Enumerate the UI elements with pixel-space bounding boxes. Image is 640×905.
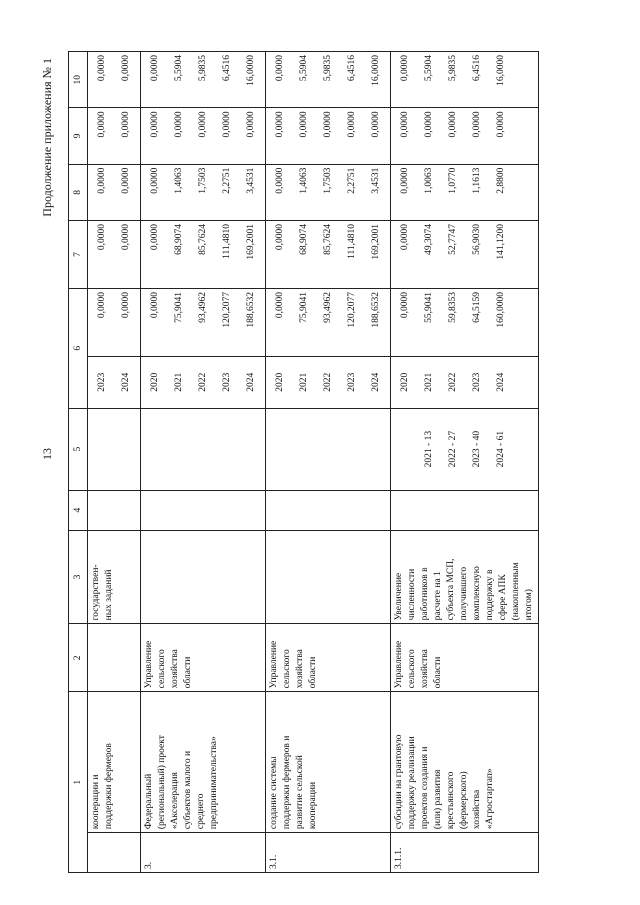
regional-amount-line: 1,4063 bbox=[299, 167, 309, 194]
target-values-line: 2024 - 61 bbox=[496, 430, 506, 468]
responsible-line: Управление bbox=[394, 640, 404, 689]
indicator-line: ных заданий bbox=[104, 569, 114, 621]
indicator-line: расчете на 1 bbox=[433, 571, 443, 621]
local-amount-line: 0,0000 bbox=[347, 111, 357, 138]
indicator-line: сфере АПК bbox=[498, 574, 508, 621]
year-line: 2024 bbox=[496, 372, 506, 392]
target-values bbox=[141, 408, 266, 490]
other-amount-line: 0,0000 bbox=[150, 55, 160, 82]
other-amount-line: 16,0000 bbox=[246, 55, 256, 86]
measure-name-line: предпринимательства» bbox=[209, 736, 219, 830]
total-amount-line: 0,0000 bbox=[150, 291, 160, 319]
regional-amount-line: 2,8800 bbox=[496, 167, 506, 194]
total-amount-line: 0,0000 bbox=[400, 291, 410, 319]
regional-amount-line: 2,2751 bbox=[222, 167, 232, 194]
federal-amount-line: 0,0000 bbox=[275, 223, 285, 251]
federal-amount-line: 0,0000 bbox=[400, 223, 410, 251]
federal-amount-line: 68,9074 bbox=[299, 223, 309, 255]
local-amount bbox=[266, 108, 391, 164]
federal-amount-line: 85,7624 bbox=[198, 223, 208, 255]
federal-amount-line: 0,0000 bbox=[121, 223, 131, 251]
local-amount-line: 0,0000 bbox=[400, 111, 410, 138]
measure-name-line: развитие сельской bbox=[295, 755, 305, 830]
regional-amount-line: 3,4531 bbox=[371, 167, 381, 194]
total-amount-line: 55,9041 bbox=[424, 291, 434, 323]
regional-amount-line: 0,0000 bbox=[275, 167, 285, 194]
responsible-line: области bbox=[433, 656, 443, 689]
total-amount-line: 188,6532 bbox=[246, 291, 256, 328]
other-amount-line: 5,9835 bbox=[448, 55, 458, 82]
measure-name-line: среднего bbox=[196, 793, 206, 830]
other-amount-line: 0,0000 bbox=[121, 55, 131, 82]
header-cell: 7 bbox=[69, 220, 88, 288]
local-amount bbox=[391, 108, 539, 164]
federal-amount-line: 49,3074 bbox=[424, 223, 434, 255]
local-amount-line: 0,0000 bbox=[275, 111, 285, 138]
row-number bbox=[88, 833, 141, 873]
regional-amount-line: 1,1613 bbox=[472, 167, 482, 194]
indicator-line: численности bbox=[407, 568, 417, 621]
page-number: 13 bbox=[40, 448, 54, 460]
regional-amount-line: 1,7503 bbox=[198, 167, 208, 194]
col4 bbox=[88, 490, 141, 530]
responsible-line: Управление bbox=[144, 640, 154, 689]
measure-name-line: «Акселерация bbox=[170, 772, 180, 830]
responsible-line: хозяйства bbox=[295, 649, 305, 689]
measure-name bbox=[141, 692, 266, 833]
measure-name-line: (или) развития bbox=[433, 769, 443, 830]
other-amount-line: 5,9835 bbox=[198, 55, 208, 82]
table-row bbox=[266, 52, 391, 873]
year-line: 2020 bbox=[275, 372, 285, 392]
measure-name bbox=[88, 692, 141, 833]
year-line: 2022 bbox=[323, 372, 333, 392]
indicator-line: получившего bbox=[459, 566, 469, 621]
year-line: 2021 bbox=[299, 372, 309, 392]
measure-name-line: проектов создания и bbox=[420, 746, 430, 830]
regional-amount bbox=[391, 164, 539, 220]
measure-name-line: поддержки фермеров bbox=[104, 743, 114, 830]
year-line: 2020 bbox=[150, 372, 160, 392]
regional-amount bbox=[88, 164, 141, 220]
responsible bbox=[141, 624, 266, 692]
row-number: 3.1.1. bbox=[391, 833, 539, 873]
table-row bbox=[88, 52, 141, 873]
measure-name-line: Федеральный bbox=[144, 773, 154, 830]
regional-amount-line: 0,0000 bbox=[121, 167, 131, 194]
regional-amount-line: 2,2751 bbox=[347, 167, 357, 194]
year bbox=[88, 356, 141, 408]
continuation-title: Продолжение приложения № 1 bbox=[40, 58, 54, 217]
local-amount-line: 0,0000 bbox=[448, 111, 458, 138]
federal-amount-line: 141,1200 bbox=[496, 223, 506, 260]
other-amount-line: 5,9835 bbox=[323, 55, 333, 82]
local-amount-line: 0,0000 bbox=[150, 111, 160, 138]
indicator-line: работников в bbox=[420, 567, 430, 621]
year-line: 2023 bbox=[472, 372, 482, 392]
header-cell: 4 bbox=[69, 490, 88, 530]
target-values bbox=[266, 408, 391, 490]
col4 bbox=[266, 490, 391, 530]
responsible bbox=[266, 624, 391, 692]
other-amount-line: 5,5904 bbox=[424, 55, 434, 82]
local-amount-line: 0,0000 bbox=[121, 111, 131, 138]
indicator-line: государствен- bbox=[91, 564, 101, 621]
total-amount-line: 93,4962 bbox=[323, 291, 333, 323]
header-cell: 9 bbox=[69, 108, 88, 164]
total-amount bbox=[266, 288, 391, 356]
other-amount-line: 6,4516 bbox=[222, 55, 232, 82]
federal-amount bbox=[391, 220, 539, 288]
year-line: 2020 bbox=[400, 372, 410, 392]
total-amount bbox=[88, 288, 141, 356]
other-amount bbox=[88, 52, 141, 108]
target-values bbox=[391, 408, 539, 490]
regional-amount-line: 0,0000 bbox=[97, 167, 107, 194]
local-amount-line: 0,0000 bbox=[97, 111, 107, 138]
program-table bbox=[68, 51, 539, 873]
header-cell: 3 bbox=[69, 530, 88, 624]
measure-name-line: кооперации bbox=[308, 781, 318, 830]
responsible-line: сельского bbox=[157, 649, 167, 689]
other-amount-line: 6,4516 bbox=[472, 55, 482, 82]
indicator-line: Увеличение bbox=[394, 572, 404, 621]
indicator bbox=[266, 530, 391, 624]
year-line: 2022 bbox=[198, 372, 208, 392]
local-amount-line: 0,0000 bbox=[299, 111, 309, 138]
header-cell: 8 bbox=[69, 164, 88, 220]
other-amount-line: 16,0000 bbox=[496, 55, 506, 86]
total-amount-line: 75,9041 bbox=[174, 291, 184, 323]
measure-name-line: поддержку реализации bbox=[407, 736, 417, 830]
col4 bbox=[391, 490, 539, 530]
other-amount-line: 5,5904 bbox=[299, 55, 309, 82]
header-cell: 5 bbox=[69, 408, 88, 490]
header-cell: 6 bbox=[69, 288, 88, 408]
federal-amount-line: 85,7624 bbox=[323, 223, 333, 255]
measure-name-line: (фермерского) bbox=[459, 771, 469, 830]
total-amount-line: 93,4962 bbox=[198, 291, 208, 323]
responsible-line: области bbox=[308, 656, 318, 689]
other-amount-line: 0,0000 bbox=[275, 55, 285, 82]
indicator bbox=[88, 530, 141, 624]
measure-name-line: субсидии на грантовую bbox=[394, 734, 404, 830]
regional-amount-line: 0,0000 bbox=[150, 167, 160, 194]
row-number: 3.1. bbox=[266, 833, 391, 873]
local-amount-line: 0,0000 bbox=[198, 111, 208, 138]
target-values-line: 2021 - 13 bbox=[424, 430, 434, 468]
regional-amount-line: 0,0000 bbox=[400, 167, 410, 194]
total-amount bbox=[391, 288, 539, 356]
local-amount bbox=[88, 108, 141, 164]
local-amount-line: 0,0000 bbox=[323, 111, 333, 138]
year-line: 2022 bbox=[448, 372, 458, 392]
federal-amount-line: 52,7747 bbox=[448, 223, 458, 255]
indicator-line: комплексную bbox=[472, 566, 482, 621]
measure-name-line: хозяйства bbox=[472, 789, 482, 830]
other-amount-line: 5,5904 bbox=[174, 55, 184, 82]
responsible-line: хозяйства bbox=[420, 649, 430, 689]
responsible-line: сельского bbox=[282, 649, 292, 689]
table-row bbox=[391, 52, 539, 873]
header-cell: 1 bbox=[69, 692, 88, 873]
federal-amount-line: 169,2001 bbox=[371, 223, 381, 260]
regional-amount-line: 1,4063 bbox=[174, 167, 184, 194]
total-amount-line: 0,0000 bbox=[97, 291, 107, 319]
measure-name-line: крестьянского bbox=[446, 771, 456, 830]
measure-name-line: поддержки фермеров и bbox=[282, 735, 292, 830]
year-line: 2023 bbox=[97, 372, 107, 392]
year-line: 2021 bbox=[174, 372, 184, 392]
local-amount-line: 0,0000 bbox=[496, 111, 506, 138]
regional-amount-line: 1,7503 bbox=[323, 167, 333, 194]
total-amount bbox=[141, 288, 266, 356]
target-values-line: 2023 - 40 bbox=[472, 430, 482, 468]
local-amount-line: 0,0000 bbox=[371, 111, 381, 138]
local-amount-line: 0,0000 bbox=[222, 111, 232, 138]
other-amount-line: 6,4516 bbox=[347, 55, 357, 82]
responsible-line: сельского bbox=[407, 649, 417, 689]
other-amount bbox=[266, 52, 391, 108]
measure-name bbox=[391, 692, 539, 833]
header-row bbox=[69, 52, 88, 873]
total-amount-line: 120,2077 bbox=[222, 291, 232, 328]
row-number: 3. bbox=[141, 833, 266, 873]
federal-amount-line: 0,0000 bbox=[97, 223, 107, 251]
table-row bbox=[141, 52, 266, 873]
regional-amount bbox=[266, 164, 391, 220]
total-amount-line: 75,9041 bbox=[299, 291, 309, 323]
indicator-line: субъекта МСП, bbox=[446, 558, 456, 621]
target-values bbox=[88, 408, 141, 490]
other-amount bbox=[391, 52, 539, 108]
total-amount-line: 160,0000 bbox=[496, 291, 506, 328]
total-amount-line: 0,0000 bbox=[275, 291, 285, 319]
federal-amount-line: 169,2001 bbox=[246, 223, 256, 260]
year-line: 2023 bbox=[347, 372, 357, 392]
responsible bbox=[88, 624, 141, 692]
year bbox=[266, 356, 391, 408]
measure-name-line: создание системы bbox=[269, 756, 279, 830]
federal-amount bbox=[141, 220, 266, 288]
federal-amount-line: 111,4810 bbox=[347, 223, 357, 259]
local-amount-line: 0,0000 bbox=[246, 111, 256, 138]
indicator bbox=[141, 530, 266, 624]
year bbox=[141, 356, 266, 408]
header-cell: 10 bbox=[69, 52, 88, 108]
header-cell: 2 bbox=[69, 624, 88, 692]
measure-name-line: «Агростартап» bbox=[485, 768, 495, 830]
other-amount-line: 16,0000 bbox=[371, 55, 381, 86]
measure-name bbox=[266, 692, 391, 833]
target-values-line: 2022 - 27 bbox=[448, 430, 458, 468]
indicator-line: итогом) bbox=[524, 589, 534, 621]
total-amount-line: 64,5159 bbox=[472, 291, 482, 323]
responsible-line: области bbox=[183, 656, 193, 689]
other-amount bbox=[141, 52, 266, 108]
indicator bbox=[391, 530, 539, 624]
total-amount-line: 0,0000 bbox=[121, 291, 131, 319]
measure-name-line: кооперации и bbox=[91, 774, 101, 830]
measure-name-line: (региональный) проект bbox=[157, 735, 167, 830]
regional-amount-line: 1,0063 bbox=[424, 167, 434, 194]
indicator-line: (накопленным bbox=[511, 562, 521, 621]
local-amount bbox=[141, 108, 266, 164]
regional-amount bbox=[141, 164, 266, 220]
year-line: 2024 bbox=[246, 372, 256, 392]
target-values-line bbox=[393, 412, 417, 487]
total-amount-line: 59,8353 bbox=[448, 291, 458, 323]
local-amount-line: 0,0000 bbox=[174, 111, 184, 138]
responsible-line: хозяйства bbox=[170, 649, 180, 689]
federal-amount-line: 68,9074 bbox=[174, 223, 184, 255]
year-line: 2021 bbox=[424, 372, 434, 392]
year-line: 2023 bbox=[222, 372, 232, 392]
regional-amount-line: 3,4531 bbox=[246, 167, 256, 194]
total-amount-line: 188,6532 bbox=[371, 291, 381, 328]
year-line: 2024 bbox=[371, 372, 381, 392]
regional-amount-line: 1,0770 bbox=[448, 167, 458, 194]
local-amount-line: 0,0000 bbox=[472, 111, 482, 138]
federal-amount-line: 111,4810 bbox=[222, 223, 232, 259]
year-line: 2024 bbox=[121, 372, 131, 392]
col4 bbox=[141, 490, 266, 530]
other-amount-line: 0,0000 bbox=[97, 55, 107, 82]
federal-amount-line: 56,9030 bbox=[472, 223, 482, 255]
other-amount-line: 0,0000 bbox=[400, 55, 410, 82]
federal-amount-line: 0,0000 bbox=[150, 223, 160, 251]
measure-name-line: субъектов малого и bbox=[183, 750, 193, 830]
year bbox=[391, 356, 539, 408]
federal-amount bbox=[88, 220, 141, 288]
responsible bbox=[391, 624, 539, 692]
indicator-line: поддержку в bbox=[485, 569, 495, 621]
total-amount-line: 120,2077 bbox=[347, 291, 357, 328]
local-amount-line: 0,0000 bbox=[424, 111, 434, 138]
responsible-line: Управление bbox=[269, 640, 279, 689]
federal-amount bbox=[266, 220, 391, 288]
